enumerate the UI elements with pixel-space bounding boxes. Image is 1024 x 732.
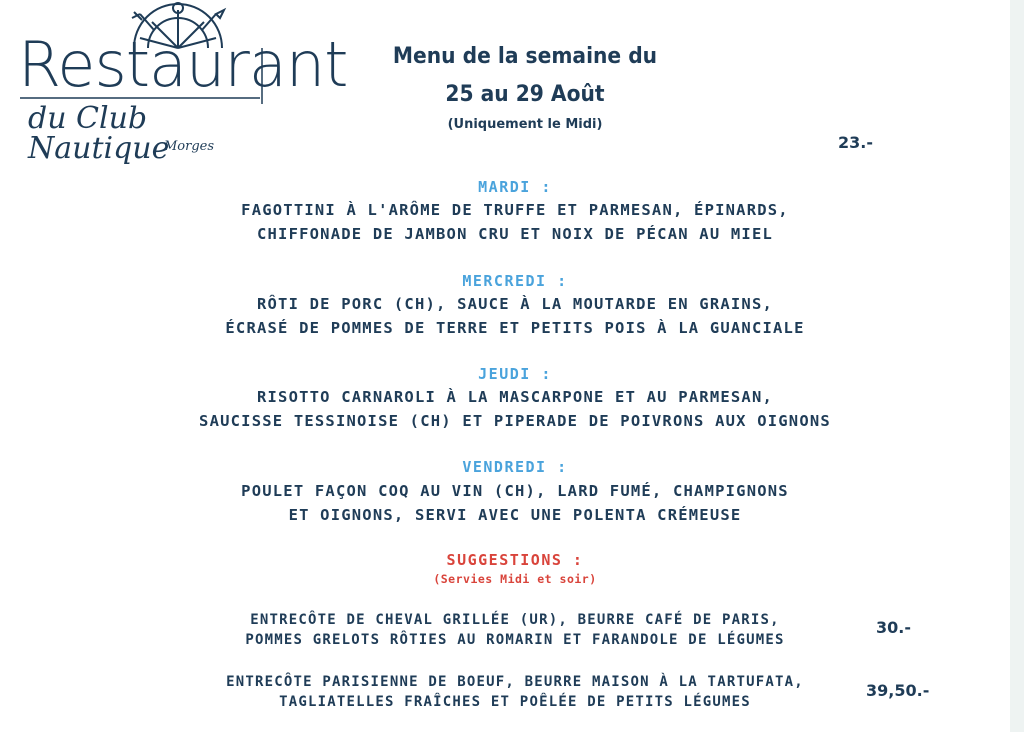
- logo-subtitle: du Club Nautique: [28, 101, 170, 166]
- dish-line: RISOTTO CARNAROLI À LA MASCARPONE ET AU PARMESAN,: [256, 388, 774, 406]
- suggestion-price: 30.-: [876, 618, 911, 637]
- suggestion-line: POMMES GRELOTS RÔTIES AU ROMARIN ET FARANDOLE DE LÉGUMES: [245, 632, 785, 648]
- dish-line: ÉCRASÉ DE POMMES DE TERRE ET PETITS POIS À LA GUANCIALE: [225, 319, 805, 337]
- dish-line: SAUCISSE TESSINOISE (CH) ET PIPERADE DE POIVRONS AUX OIGNONS: [199, 412, 831, 430]
- dish-line: FAGOTTINI À L'ARÔME DE TRUFFE ET PARMESAN, ÉPINARDS,: [241, 201, 789, 219]
- day-title-vendredi: VENDREDI :: [462, 458, 568, 476]
- day-title-mardi: MARDI :: [478, 178, 552, 196]
- suggestion-line: ENTRECÔTE PARISIENNE DE BOEUF, BEURRE MAISON À LA TARTUFATA,: [226, 674, 804, 690]
- suggestion-price: 39,50.-: [866, 681, 930, 700]
- menu-title-line2: 25 au 29 Août: [445, 82, 605, 107]
- suggestions-note: (Servies Midi et soir): [433, 572, 597, 586]
- menu-note: (Uniquement le Midi): [447, 117, 603, 132]
- day-title-jeudi: JEUDI :: [478, 365, 552, 383]
- menu-price: 23.-: [838, 133, 873, 152]
- suggestion-line: ENTRECÔTE DE CHEVAL GRILLÉE (UR), BEURRE CAFÉ DE PARIS,: [250, 612, 780, 628]
- dish-line: POULET FAÇON COQ AU VIN (CH), LARD FUMÉ, CHAMPIGNONS: [241, 482, 789, 500]
- dish-line: RÔTI DE PORC (CH), SAUCE À LA MOUTARDE EN GRAINS,: [256, 295, 774, 313]
- suggestions-title: SUGGESTIONS :: [446, 551, 584, 569]
- logo-town: Morges: [164, 139, 215, 154]
- dish-line: CHIFFONADE DE JAMBON CRU ET NOIX DE PÉCAN AU MIEL: [256, 225, 774, 243]
- restaurant-logo: [14, 0, 348, 166]
- logo-wordmark: Restaurant: [18, 28, 348, 101]
- day-title-mercredi: MERCREDI :: [462, 272, 568, 290]
- dish-line: ET OIGNONS, SERVI AVEC UNE POLENTA CRÉMEUSE: [288, 506, 742, 524]
- menu-title-line1: Menu de la semaine du: [392, 44, 658, 69]
- suggestion-line: TAGLIATELLES FRAÎCHES ET POÊLÉE DE PETITS LÉGUMES: [279, 694, 751, 710]
- page-edge: [1010, 0, 1024, 732]
